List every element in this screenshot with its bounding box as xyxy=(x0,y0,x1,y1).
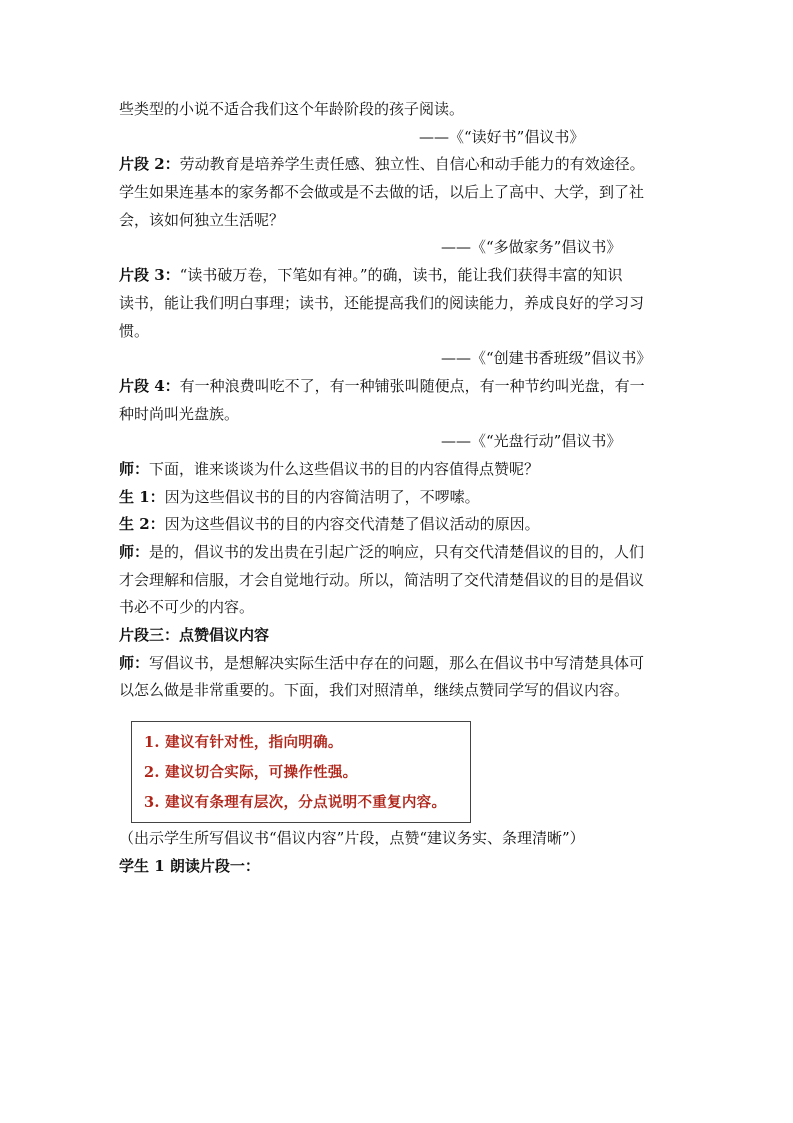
paragraph-line: 学生如果连基本的家务都不会做或是不去做的话，以后上了高中、大学，到了社 xyxy=(119,183,645,202)
checklist-item: 2. 建议切合实际，可操作性强。 xyxy=(144,764,358,782)
source-citation: ——《“读好书”倡议书》 xyxy=(419,127,585,146)
text-span: 因为这些倡议书的目的内容交代清楚了倡议活动的原因。 xyxy=(164,515,540,534)
fragment-label: 片段 3： xyxy=(119,266,180,285)
text-span: “读书破万卷，下笔如有神。”的确，读书，能让我们获得丰富的知识 xyxy=(179,266,623,285)
checklist-box xyxy=(131,721,471,823)
dialogue-line xyxy=(119,539,674,567)
paragraph-line xyxy=(119,151,674,179)
speaker-label: 生 2： xyxy=(119,515,165,534)
paragraph-line: 书必不可少的内容。 xyxy=(119,598,255,617)
reader-label: 学生 1 朗读片段一： xyxy=(119,856,260,875)
fragment-label: 片段 2： xyxy=(119,155,180,174)
speaker-label: 生 1： xyxy=(119,487,165,506)
section-heading: 片段三：点赞倡议内容 xyxy=(119,626,270,645)
paragraph-line: 才会理解和信服，才会自觉地行动。所以，简洁明了交代清楚倡议的目的是倡议 xyxy=(119,570,645,589)
source-citation: ——《“光盘行动”倡议书》 xyxy=(441,432,622,451)
text-span: 写倡议书，是想解决实际生活中存在的问题，那么在倡议书中写清楚具体可 xyxy=(149,653,645,672)
speaker-label: 师： xyxy=(119,653,150,672)
checklist-item: 1. 建议有针对性，指向明确。 xyxy=(144,734,343,752)
text-span: 劳动教育是培养学生责任感、独立性、自信心和动手能力的有效途径。 xyxy=(179,155,645,174)
paragraph-line: 读书，能让我们明白事理；读书，还能提高我们的阅读能力，养成良好的学习习 xyxy=(119,293,645,312)
paragraph-line: 惯。 xyxy=(119,321,150,340)
stage-direction: （出示学生所写倡议书“倡议内容”片段，点赞“建议务实、条理清晰”） xyxy=(119,829,585,848)
paragraph-line: 会，该如何独立生活呢？ xyxy=(119,210,285,229)
dialogue-line xyxy=(119,511,674,539)
text-span: 下面，谁来谈谈为什么这些倡议书的目的内容值得点赞呢？ xyxy=(149,459,540,478)
checklist-item: 3. 建议有条理有层次，分点说明不重复内容。 xyxy=(144,794,447,812)
text-span: 是的，倡议书的发出贵在引起广泛的响应，只有交代清楚倡议的目的，人们 xyxy=(149,543,645,561)
speaker-label: 师： xyxy=(119,459,150,478)
source-citation: ——《“多做家务”倡议书》 xyxy=(441,238,622,257)
paragraph-line xyxy=(119,373,674,401)
dialogue-line xyxy=(119,484,674,512)
source-citation: ——《“创建书香班级”倡议书》 xyxy=(441,349,652,368)
dialogue-line xyxy=(119,456,674,484)
paragraph-line: 以怎么做是非常重要的。下面，我们对照清单，继续点赞同学写的倡议内容。 xyxy=(119,681,630,700)
paragraph-line: 种时尚叫光盘族。 xyxy=(119,404,240,423)
fragment-label: 片段 4： xyxy=(119,376,180,395)
document-page xyxy=(119,96,674,881)
dialogue-line xyxy=(119,650,674,678)
text-line: 些类型的小说不适合我们这个年龄阶段的孩子阅读。 xyxy=(119,100,465,118)
text-span: 有一种浪费叫吃不了，有一种铺张叫随便点，有一种节约叫光盘，有一 xyxy=(179,376,645,395)
speaker-label: 师： xyxy=(119,543,150,561)
text-span: 因为这些倡议书的目的内容简洁明了，不啰嗦。 xyxy=(164,487,480,506)
paragraph-line xyxy=(119,262,674,290)
